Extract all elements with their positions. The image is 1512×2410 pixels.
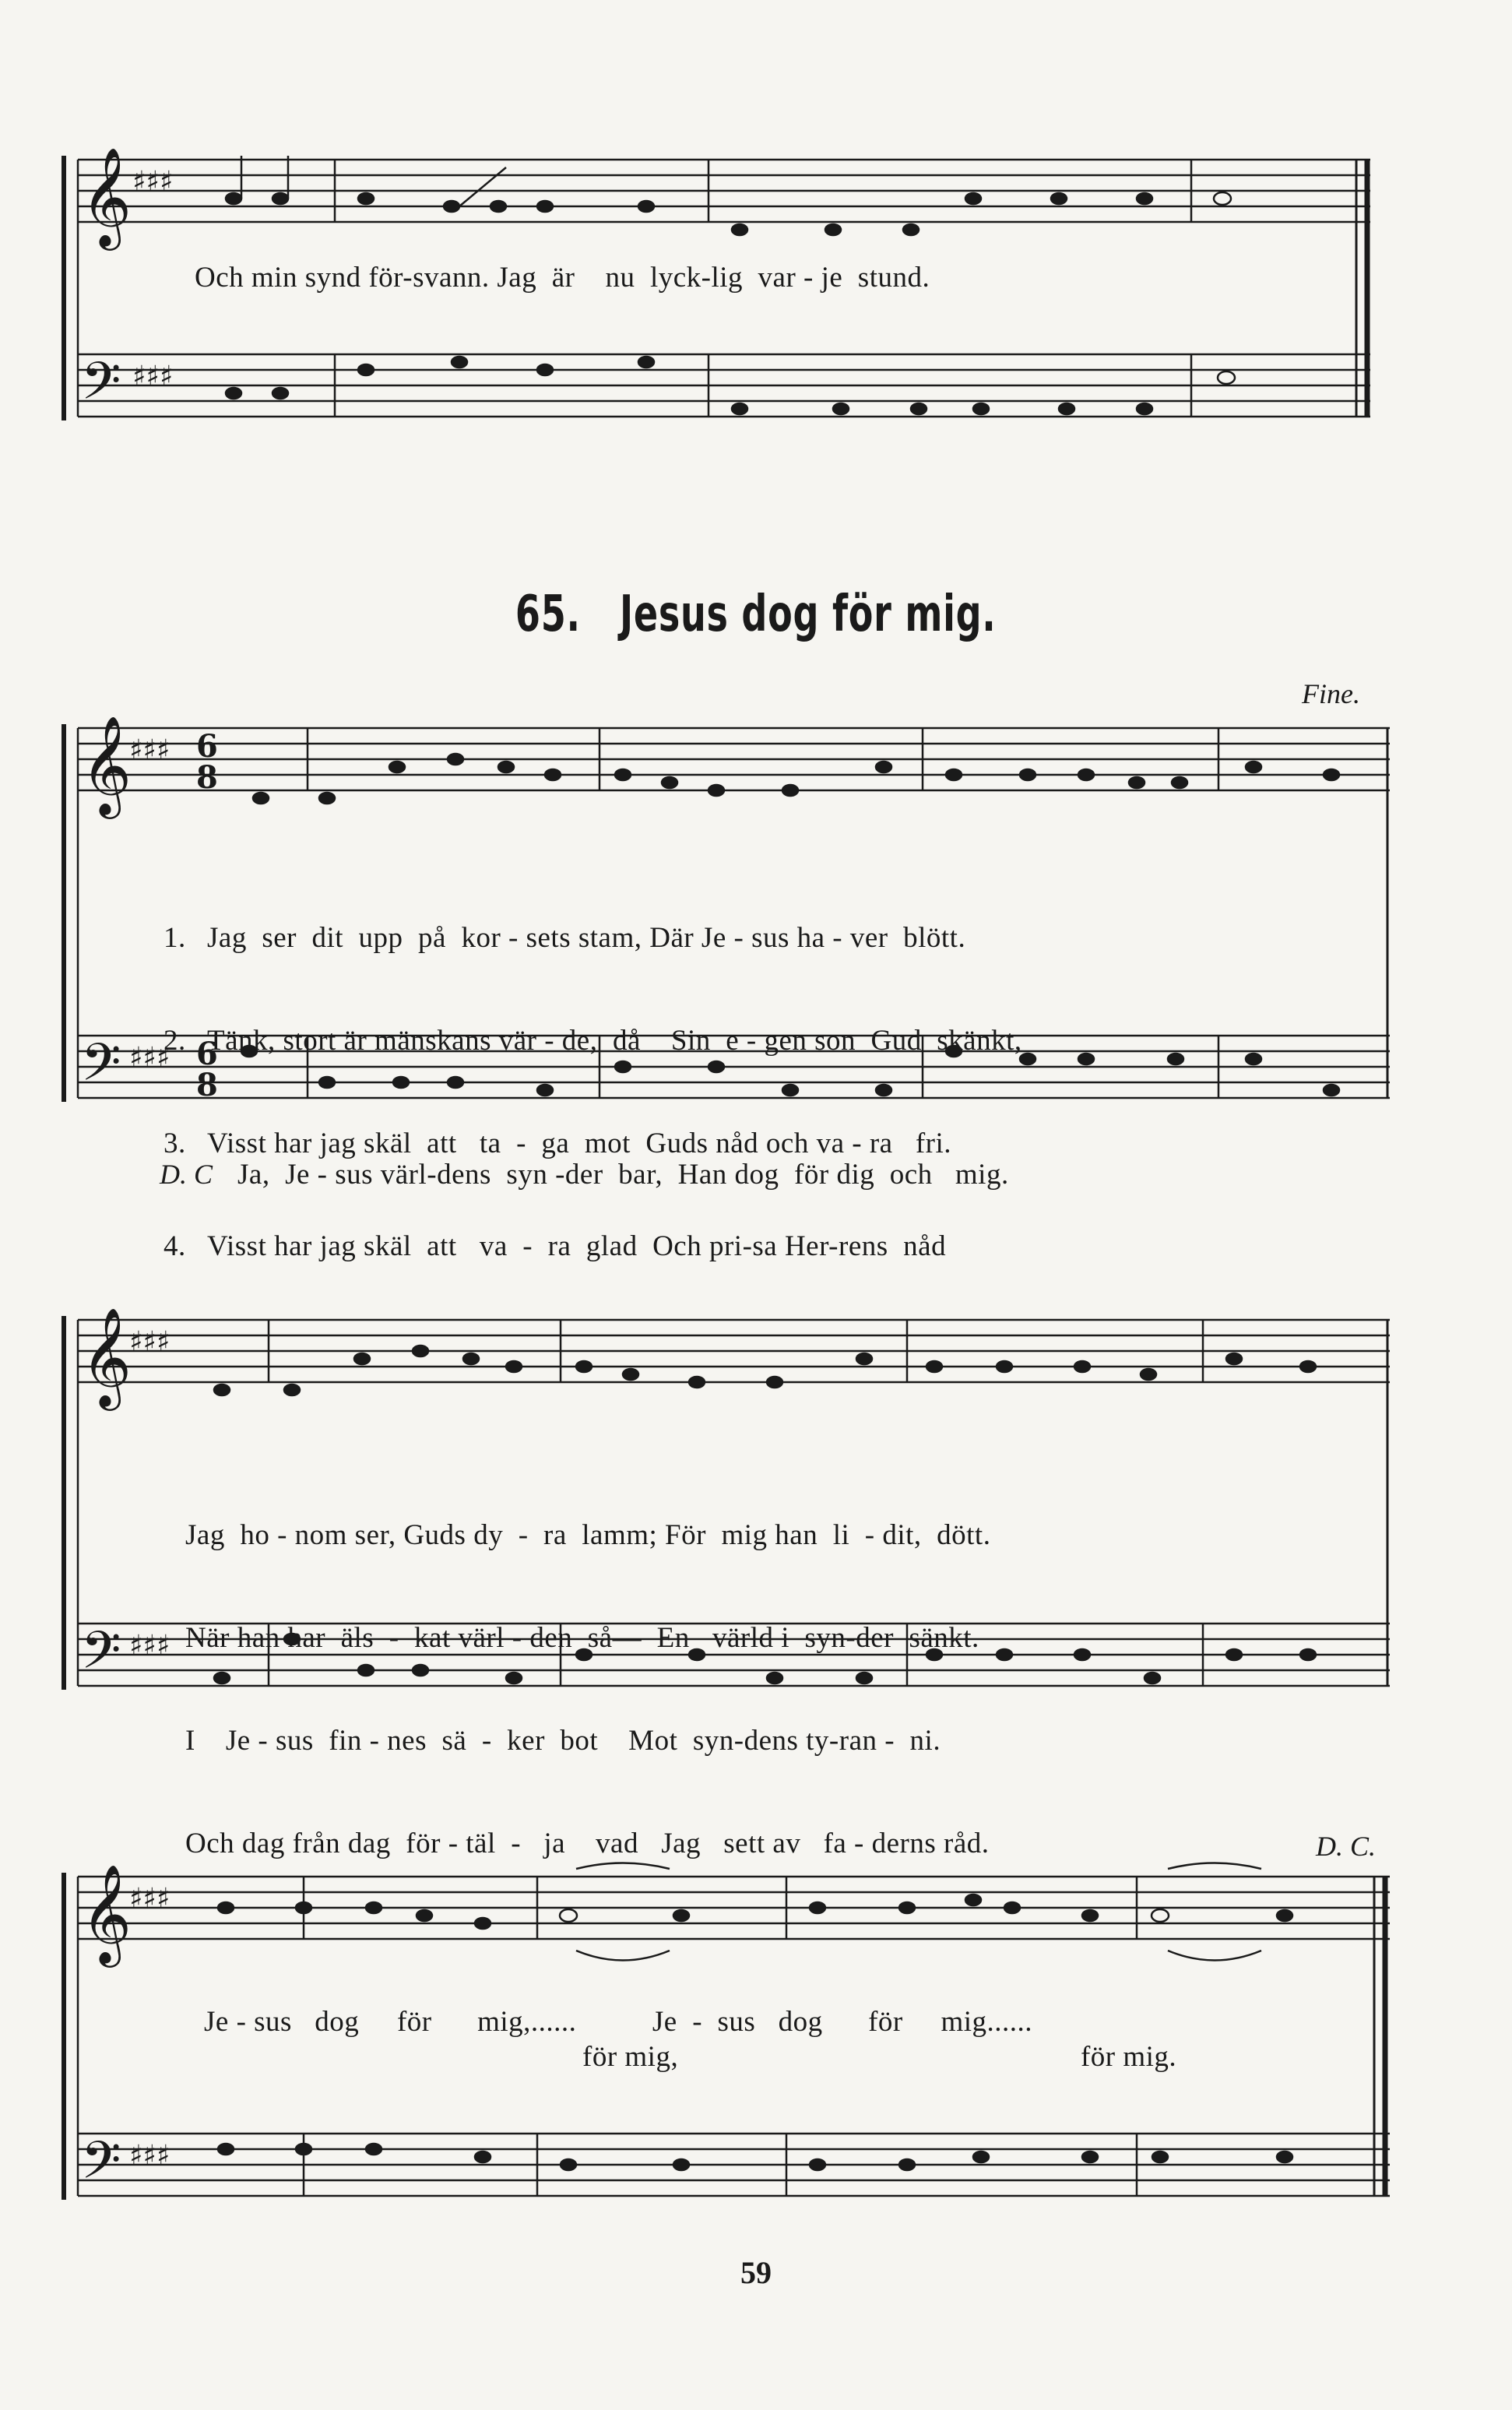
song-number: 65. (515, 586, 581, 643)
svg-text:𝄞: 𝄞 (81, 715, 132, 814)
song-title (212, 586, 1300, 643)
svg-text:𝄢: 𝄢 (81, 2130, 121, 2203)
system1-verses (164, 853, 1022, 1298)
verse-text: Tänk, stort är mänskans vär - de, då Sin e - gen son Gud skänkt, (207, 1025, 1022, 1057)
svg-text:6: 6 (196, 728, 218, 765)
svg-text:♯♯♯: ♯♯♯ (129, 1042, 171, 1074)
dc-label: D. C (160, 1159, 213, 1190)
svg-text:6: 6 (196, 1036, 218, 1072)
prev-song-lyric: Och min synd för-svann. Jag är nu lyck-lig var - je stund. (195, 262, 930, 294)
svg-text:𝄢: 𝄢 (81, 351, 121, 424)
verse-line: I Je - sus fin - nes sä - ker bot Mot syn-dens ty-ran - ni. (185, 1725, 941, 1757)
svg-text:♯♯♯: ♯♯♯ (129, 734, 171, 766)
svg-text:♯♯♯: ♯♯♯ (132, 166, 174, 198)
verse-1-line (164, 921, 1022, 955)
svg-text:♯♯♯: ♯♯♯ (132, 361, 174, 392)
verse-text: Visst har jag skäl att ta - ga mot Guds nåd och va - ra fri. (207, 1128, 952, 1159)
svg-text:𝄢: 𝄢 (81, 1033, 121, 1105)
svg-text:𝄞: 𝄞 (81, 146, 132, 246)
verse-text: Visst har jag skäl att va - ra glad Och pri-sa Her-rens nåd (207, 1230, 947, 1262)
svg-text:𝄞: 𝄞 (81, 1863, 132, 1963)
chorus-line: Ja, Je - sus värl-dens syn -der bar, Han dog för dig och mig. (237, 1159, 1009, 1191)
svg-text:♯♯♯: ♯♯♯ (129, 1326, 171, 1358)
fine-mark: Fine. (1302, 678, 1360, 709)
svg-text:8: 8 (196, 759, 218, 796)
system2-verses (185, 1450, 990, 1895)
page-number: 59 (740, 2255, 772, 2290)
svg-text:♯♯♯: ♯♯♯ (129, 2140, 171, 2172)
svg-text:♯♯♯: ♯♯♯ (129, 1883, 171, 1915)
verse-number: 2. (164, 1025, 186, 1057)
verse-2-line (164, 1024, 1022, 1058)
svg-text:𝄞: 𝄞 (81, 1307, 132, 1406)
svg-text:♯♯♯: ♯♯♯ (129, 1630, 171, 1662)
verse-line: När han har äls - kat värl - den så— En värld i syn-der sänkt. (185, 1622, 979, 1654)
song-title-text: Jesus dog för mig. (620, 586, 997, 643)
verse-line: Och dag från dag för - täl - ja vad Jag sett av fa - derns råd. (185, 1828, 990, 1859)
verse-text: Jag ser dit upp på kor - sets stam, Där Je - sus ha - ver blött. (207, 922, 966, 954)
verse-number: 1. (164, 922, 186, 954)
svg-text:8: 8 (196, 1067, 218, 1103)
verse-3-line (164, 1127, 1022, 1161)
verse-line: Jag ho - nom ser, Guds dy - ra lamm; För mig han li - dit, dött. (185, 1519, 991, 1551)
svg-text:𝄢: 𝄢 (81, 1620, 121, 1693)
dc-mark: D. C. (1316, 1831, 1377, 1862)
verse-number: 4. (164, 1230, 186, 1262)
system3-lyric-line1: Je - sus dog för mig,...... Je - sus dog för mig...... (204, 2006, 1033, 2038)
verse-number: 3. (164, 1128, 186, 1159)
system3-lyric-line2: för mig, för mig. (582, 2041, 1177, 2073)
verse-4-line (164, 1230, 1022, 1264)
